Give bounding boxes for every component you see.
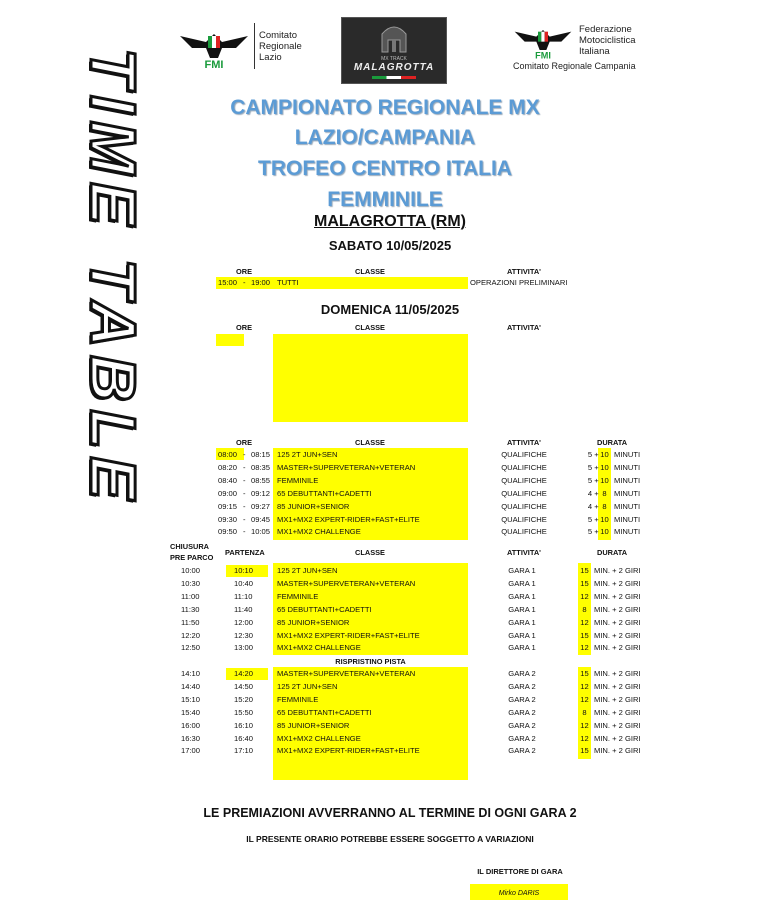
gara2-row-classe: MASTER+SUPERVETERAN+VETERAN — [277, 669, 416, 678]
quali-row-classe: 65 DEBUTTANTI+CADETTI — [277, 488, 372, 498]
quali-row-from: 08:20 — [218, 462, 238, 472]
gara1-row-min: 12 — [580, 591, 589, 601]
sat-header-ore: ORE — [236, 267, 253, 276]
quali-row-duration-a: 5 — [587, 450, 593, 459]
gara2-row-attivita: GARA 2 — [508, 707, 536, 717]
quali-row-sep: - — [243, 501, 246, 511]
quali-row-duration-b: 10 — [600, 527, 609, 537]
logo-comitato-lazio — [178, 22, 302, 70]
gara1-row-attivita: GARA 1 — [508, 578, 536, 588]
gara2-row-rest: MIN. + 2 GIRI — [594, 707, 641, 717]
gara1-row-chiusura: 10:30 — [181, 578, 201, 588]
gara1-row-partenza: 11:40 — [234, 604, 253, 614]
quali-row-attivita: QUALIFICHE — [501, 514, 547, 524]
gara2-row-chiusura: 16:30 — [181, 733, 201, 743]
quali-row-duration-a: 5 — [587, 475, 593, 485]
quali-header-ore: ORE — [236, 438, 253, 447]
gara1-row-min: 8 — [582, 604, 587, 614]
gara2-row-partenza: 16:10 — [234, 720, 254, 730]
gara2-row-min: 12 — [580, 733, 589, 743]
sat-header-attivita: ATTIVITA' — [507, 267, 541, 276]
signature: Mirko DARIS — [498, 890, 540, 897]
quali-row-classe: MASTER+SUPERVETERAN+VETERAN — [277, 462, 416, 472]
gare-header-chiusura: CHIUSURA — [170, 542, 210, 551]
quali-row-duration-b: 8 — [602, 501, 607, 511]
gara1-row-partenza: 12:30 — [234, 630, 254, 640]
quali-row-from: 08:00 — [218, 450, 238, 459]
gara2-row-chiusura: 14:10 — [181, 669, 201, 678]
quali-row-unit: MINUTI — [614, 488, 641, 498]
venue: MALAGROTTA (RM) — [314, 213, 466, 230]
gara1-row-rest: MIN. + 2 GIRI — [594, 566, 641, 575]
quali-row-duration-b: 10 — [600, 450, 609, 459]
direttore-label: IL DIRETTORE DI GARA — [477, 867, 563, 876]
title-line-2: LAZIO/CAMPANIA — [294, 126, 476, 149]
gara2-row-min: 12 — [580, 681, 589, 691]
gara1-row-classe: 125 2T JUN+SEN — [277, 566, 338, 575]
svg-text:FMI: FMI — [535, 50, 551, 60]
gara2-row-classe: 85 JUNIOR+SENIOR — [277, 720, 350, 730]
gara1-row-classe: 65 DEBUTTANTI+CADETTI — [277, 604, 372, 614]
gara1-row-chiusura: 11:30 — [181, 604, 200, 614]
gara1-row-classe: MASTER+SUPERVETERAN+VETERAN — [277, 578, 416, 588]
gara1-row-rest: MIN. + 2 GIRI — [594, 591, 641, 601]
quali-row-duration-a: 4 — [587, 488, 593, 498]
gara1-row-chiusura: 10:00 — [181, 566, 201, 575]
quali-row-to: 08:35 — [251, 462, 271, 472]
sat-classe: TUTTI — [277, 278, 299, 287]
gara2-row-attivita: GARA 2 — [508, 694, 536, 704]
sunday-date: DOMENICA 11/05/2025 — [320, 302, 460, 317]
quali-row-from: 08:40 — [218, 475, 238, 485]
quali-row-classe: MX1+MX2 CHALLENGE — [277, 527, 361, 537]
quali-row-duration-a: 5 — [587, 462, 593, 472]
gara2-row-rest: MIN. + 2 GIRI — [594, 720, 641, 730]
gara2-row-rest: MIN. + 2 GIRI — [594, 681, 641, 691]
gara2-row-partenza: 15:20 — [234, 694, 254, 704]
gara2-row-chiusura: 17:00 — [181, 746, 201, 756]
quali-header-attivita: ATTIVITA' — [507, 438, 541, 447]
sat-to: 19:00 — [251, 278, 271, 287]
title-line-3: TROFEO CENTRO ITALIA — [258, 157, 512, 180]
quali-row-duration-a: 4 — [587, 501, 593, 511]
quali-row-sep: - — [243, 462, 246, 472]
quali-row-unit: MINUTI — [614, 462, 641, 472]
quali-row-sep: - — [243, 514, 246, 524]
quali-header-durata: DURATA — [597, 438, 628, 447]
svg-text:FMI: FMI — [204, 59, 224, 70]
gara1-row-classe: FEMMINILE — [277, 591, 319, 601]
gara2-row-rest: MIN. + 2 GIRI — [594, 746, 641, 756]
quali-row-sep: - — [243, 527, 246, 537]
quali-row-attivita: QUALIFICHE — [501, 488, 547, 498]
gara2-row-min: 12 — [580, 694, 589, 704]
quali-row-duration-a: 5 — [587, 514, 593, 524]
quali-row-to: 09:27 — [251, 501, 271, 511]
gare-header-attivita: ATTIVITA' — [507, 548, 541, 557]
gara2-row-rest: MIN. + 2 GIRI — [594, 694, 641, 704]
quali-row-duration-b: 10 — [600, 475, 609, 485]
logo-fmi-campania — [513, 20, 636, 72]
gara1-row-rest: MIN. + 2 GIRI — [594, 643, 641, 653]
quali-row-unit: MINUTI — [614, 475, 641, 485]
gara2-row-classe: MX1+MX2 CHALLENGE — [277, 733, 361, 743]
quali-row-classe: 85 JUNIOR+SENIOR — [277, 501, 350, 511]
gara2-row-chiusura: 16:00 — [181, 720, 201, 730]
gara1-row-chiusura: 11:00 — [181, 591, 200, 601]
gare-header-partenza: PARTENZA — [225, 548, 265, 557]
fmi-eagle-icon — [178, 22, 250, 70]
gara1-row-classe: MX1+MX2 EXPERT-RIDER+FAST+ELITE — [277, 630, 420, 640]
sat-header-classe: CLASSE — [355, 267, 385, 276]
gara1-row-attivita: GARA 1 — [508, 643, 536, 653]
gara1-row-min: 15 — [580, 630, 589, 640]
gara1-row-rest: MIN. + 2 GIRI — [594, 630, 641, 640]
quali-row-duration-b: 10 — [600, 514, 609, 524]
quali-row-sep: - — [243, 488, 246, 498]
gara2-row-min: 15 — [580, 746, 589, 756]
gara2-row-chiusura: 15:40 — [181, 707, 201, 717]
gara2-row-classe: 65 DEBUTTANTI+CADETTI — [277, 707, 372, 717]
gara2-row-attivita: GARA 2 — [508, 720, 536, 730]
gara2-row-attivita: GARA 2 — [508, 669, 536, 678]
quali-row-from: 09:00 — [218, 488, 238, 498]
gare-header-classe: CLASSE — [355, 548, 385, 557]
quali-row-attivita: QUALIFICHE — [501, 475, 547, 485]
gara1-row-min: 12 — [580, 617, 589, 627]
gara2-row-classe: MX1+MX2 EXPERT-RIDER+FAST+ELITE — [277, 746, 420, 756]
italian-flag-stripe — [372, 76, 416, 79]
gare-header-durata: DURATA — [597, 548, 628, 557]
prelim-first-time-highlight — [216, 334, 244, 346]
quali-row-sep: - — [243, 475, 246, 485]
gara1-row-attivita: GARA 1 — [508, 630, 536, 640]
premiazioni-note: LE PREMIAZIONI AVVERRANNO AL TERMINE DI OGNI GARA 2 — [203, 806, 577, 820]
quali-row-attivita: QUALIFICHE — [501, 450, 547, 459]
gara2-row-chiusura: 15:10 — [181, 694, 201, 704]
gara2-row-classe: 125 2T JUN+SEN — [277, 681, 338, 691]
saturday-date: SABATO 10/05/2025 — [328, 238, 452, 253]
gara1-row-partenza: 12:00 — [234, 617, 254, 627]
gara2-row-min: 8 — [582, 707, 587, 717]
logo-right-text: Federazione Motociclistica Italiana — [579, 23, 636, 57]
quali-row-unit: MINUTI — [614, 501, 641, 511]
gara1-row-attivita: GARA 1 — [508, 604, 536, 614]
gara1-row-rest: MIN. + 2 GIRI — [594, 604, 641, 614]
gara1-row-chiusura: 12:50 — [181, 643, 201, 653]
gara1-row-rest: MIN. + 2 GIRI — [594, 578, 641, 588]
quali-header-classe: CLASSE — [355, 438, 385, 447]
quali-row-from: 09:30 — [218, 514, 238, 524]
quali-row-plus: + — [594, 501, 599, 511]
logo-left-text: Comitato Regionale Lazio — [259, 29, 302, 63]
prelim-header-ore: ORE — [236, 323, 253, 332]
quali-row-from: 09:15 — [218, 501, 238, 511]
gara1-row-attivita: GARA 1 — [508, 566, 536, 575]
quali-row-attivita: QUALIFICHE — [501, 501, 547, 511]
quali-row-plus: + — [594, 488, 599, 498]
quali-row-unit: MINUTI — [614, 527, 641, 537]
quali-row-duration-b: 8 — [602, 488, 607, 498]
gara1-row-rest: MIN. + 2 GIRI — [594, 617, 641, 627]
quali-row-plus: + — [594, 527, 599, 537]
gara1-row-partenza: 10:40 — [234, 578, 254, 588]
quali-row-classe: 125 2T JUN+SEN — [277, 450, 338, 459]
gara2-row-partenza: 14:20 — [234, 669, 254, 678]
gara1-row-attivita: GARA 1 — [508, 591, 536, 601]
gara1-row-partenza: 10:10 — [234, 566, 254, 575]
quali-row-plus: + — [594, 514, 599, 524]
gara1-row-classe: MX1+MX2 CHALLENGE — [277, 643, 361, 653]
quali-row-unit: MINUTI — [614, 514, 641, 524]
prelim-header-classe: CLASSE — [355, 323, 385, 332]
gara1-row-partenza: 11:10 — [234, 591, 253, 601]
gara2-row-partenza: 14:50 — [234, 681, 254, 691]
quali-row-from: 09:50 — [218, 527, 238, 537]
quali-row-to: 08:55 — [251, 475, 271, 485]
gara2-row-attivita: GARA 2 — [508, 733, 536, 743]
gara2-row-min: 15 — [580, 669, 589, 678]
gara2-row-attivita: GARA 2 — [508, 681, 536, 691]
quali-row-plus: + — [594, 475, 599, 485]
logo-right-caption: Comitato Regionale Campania — [513, 61, 636, 71]
gara1-row-min: 15 — [580, 566, 589, 575]
gara2-row-partenza: 17:10 — [234, 746, 254, 756]
sat-from: 15:00 — [218, 278, 238, 287]
gara1-row-classe: 85 JUNIOR+SENIOR — [277, 617, 350, 627]
quali-row-classe: FEMMINILE — [277, 475, 319, 485]
quali-row-duration-b: 10 — [600, 462, 609, 472]
quali-row-unit: MINUTI — [614, 450, 641, 459]
side-title: TIME TABLE — [77, 48, 149, 508]
prelim-header-attivita: ATTIVITA' — [507, 323, 541, 332]
gara2-row-chiusura: 14:40 — [181, 681, 201, 691]
gare-header-preparco: PRE PARCO — [170, 553, 214, 562]
quali-row-plus: + — [594, 450, 599, 459]
variazioni-note: IL PRESENTE ORARIO POTREBBE ESSERE SOGGETTO A VARIAZIONI — [246, 834, 534, 844]
gara1-row-min: 12 — [580, 643, 589, 653]
gara1-row-chiusura: 11:50 — [181, 617, 200, 627]
fmi-eagle-icon — [513, 20, 573, 60]
gara2-row-rest: MIN. + 2 GIRI — [594, 733, 641, 743]
gara2-row-attivita: GARA 2 — [508, 746, 536, 756]
quali-row-duration-a: 5 — [587, 527, 593, 537]
gara1-row-min: 15 — [580, 578, 589, 588]
quali-row-classe: MX1+MX2 EXPERT-RIDER+FAST+ELITE — [277, 514, 420, 524]
quali-row-plus: + — [594, 462, 599, 472]
quali-row-sep: - — [243, 450, 246, 459]
title-line-1: CAMPIONATO REGIONALE MX — [230, 96, 540, 119]
gara2-row-min: 12 — [580, 720, 589, 730]
quali-row-attivita: QUALIFICHE — [501, 462, 547, 472]
quali-row-to: 09:12 — [251, 488, 271, 498]
quali-row-to: 09:45 — [251, 514, 271, 524]
gara1-row-attivita: GARA 1 — [508, 617, 536, 627]
quali-row-to: 08:15 — [251, 450, 271, 459]
gara2-row-partenza: 15:50 — [234, 707, 254, 717]
gara2-row-partenza: 16:40 — [234, 733, 254, 743]
gara2-row-rest: MIN. + 2 GIRI — [594, 669, 641, 678]
helmet-icon — [342, 18, 446, 58]
quali-row-attivita: QUALIFICHE — [501, 527, 547, 537]
quali-row-to: 10:05 — [251, 527, 271, 537]
gara1-row-chiusura: 12:20 — [181, 630, 201, 640]
sat-sep: - — [243, 278, 246, 287]
sat-attivita: OPERAZIONI PRELIMINARI — [470, 278, 568, 287]
gara2-row-classe: FEMMINILE — [277, 694, 319, 704]
logo-malagrotta: MX TRACK MALAGROTTA — [341, 17, 447, 84]
title-line-4: FEMMINILE — [327, 188, 443, 211]
ripristino-pista: RISPRISTINO PISTA — [335, 657, 406, 666]
gara1-row-partenza: 13:00 — [234, 643, 254, 653]
prelim-classe-highlight — [273, 334, 468, 422]
